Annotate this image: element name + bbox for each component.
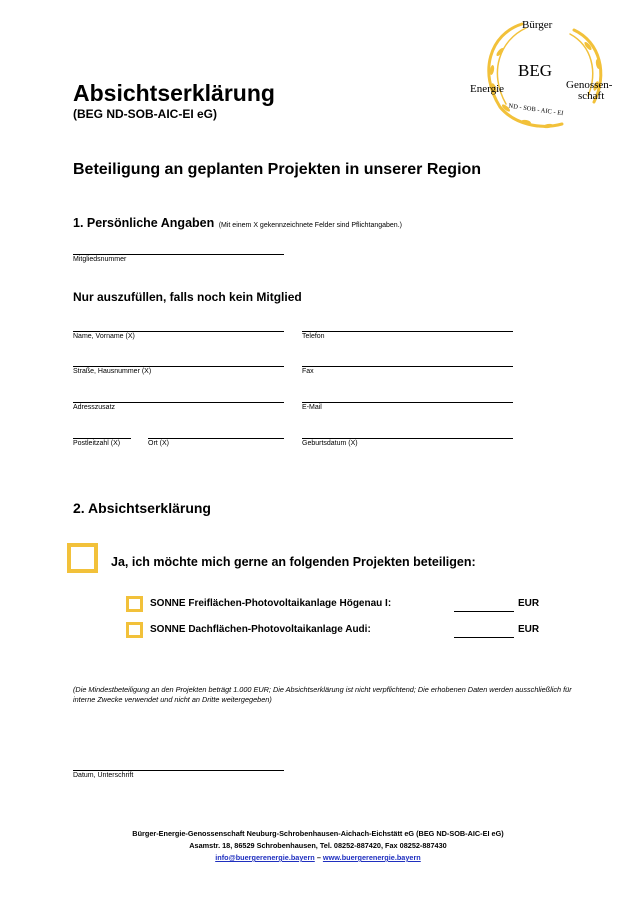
fax-field[interactable] — [302, 366, 513, 367]
signature-label: Datum, Unterschrift — [73, 772, 134, 779]
logo-word-schaft: schaft — [578, 90, 605, 102]
beg-logo — [470, 12, 620, 132]
non-member-heading: Nur auszufüllen, falls noch kein Mitglied — [73, 290, 302, 304]
consent-label: Ja, ich möchte mich gerne an folgenden Projekten beteiligen: — [111, 555, 476, 569]
footer-org-name: Bürger-Energie-Genossenschaft Neuburg-Schrobenhausen-Aichach-Eichstätt eG (BEG ND-SOB-AIC-EI eG) — [132, 829, 504, 838]
project-checkbox-audi[interactable] — [126, 622, 143, 638]
project-name-audi: SONNE Dachflächen-Photovoltaikanlage Audi: — [150, 624, 371, 635]
currency-audi: EUR — [518, 624, 540, 635]
street-label: Straße, Hausnummer (X) — [73, 368, 152, 375]
logo-word-buerger: Bürger — [522, 19, 553, 31]
address-extra-label: Adresszusatz — [73, 404, 116, 411]
disclaimer-text: (Die Mindestbeteiligung an den Projekten beträgt 1.000 EUR; Die Absichtserklärung ist nicht verpflichtend; Die erhobenen Daten werden ausschließlich für interne Zwecke verwendet und nicht an Dritte weitergegeben) — [73, 685, 572, 704]
name-field[interactable] — [73, 331, 284, 332]
section-intent-title: 2. Absichtserklärung — [73, 500, 211, 516]
zip-field[interactable] — [73, 438, 131, 439]
fax-label: Fax — [302, 368, 314, 375]
phone-field[interactable] — [302, 331, 513, 332]
section-personal-note: (Mit einem X gekennzeichnete Felder sind Pflichtangaben.) — [218, 222, 402, 229]
consent-checkbox[interactable] — [67, 543, 98, 573]
birthdate-field[interactable] — [302, 438, 513, 439]
member-number-label: Mitgliedsnummer — [73, 256, 127, 263]
logo-word-genossen: Genossen- — [566, 79, 613, 91]
address-extra-field[interactable] — [73, 402, 284, 403]
amount-field-hoegenau[interactable] — [454, 611, 514, 612]
project-checkbox-hoegenau[interactable] — [126, 596, 143, 612]
city-label: Ort (X) — [148, 440, 169, 447]
member-number-field[interactable] — [73, 254, 284, 255]
currency-hoegenau: EUR — [518, 598, 540, 609]
footer-website-link[interactable]: www.buergerenergie.bayern — [322, 853, 421, 862]
email-field[interactable] — [302, 402, 513, 403]
signature-field[interactable] — [73, 770, 284, 771]
footer-links — [0, 853, 636, 862]
document-title: Absichtserklärung — [73, 80, 275, 106]
phone-label: Telefon — [302, 333, 325, 340]
email-label: E-Mail — [302, 404, 322, 411]
logo-word-energie: Energie — [470, 83, 505, 95]
section-personal-title: 1. Persönliche Angaben — [73, 216, 215, 230]
document-subtitle: (BEG ND-SOB-AIC-EI eG) — [73, 107, 217, 121]
footer-separator: – — [316, 853, 321, 862]
document-heading: Beteiligung an geplanten Projekten in unserer Region — [73, 161, 482, 178]
logo-arc-text: ND - SOB - AIC - EI — [508, 102, 564, 118]
name-label: Name, Vorname (X) — [73, 333, 135, 340]
city-field[interactable] — [148, 438, 284, 439]
section-personal-heading — [73, 214, 402, 232]
footer-email-link[interactable]: info@buergerenergie.bayern — [215, 853, 315, 862]
amount-field-audi[interactable] — [454, 637, 514, 638]
zip-label: Postleitzahl (X) — [73, 440, 121, 447]
project-name-hoegenau: SONNE Freiflächen-Photovoltaikanlage Högenau I: — [150, 598, 392, 609]
logo-center-text: BEG — [518, 61, 552, 80]
birthdate-label: Geburtsdatum (X) — [302, 440, 358, 447]
street-field[interactable] — [73, 366, 284, 367]
footer-address: Asamstr. 18, 86529 Schrobenhausen, Tel. 08252-887420, Fax 08252-887430 — [189, 841, 447, 850]
